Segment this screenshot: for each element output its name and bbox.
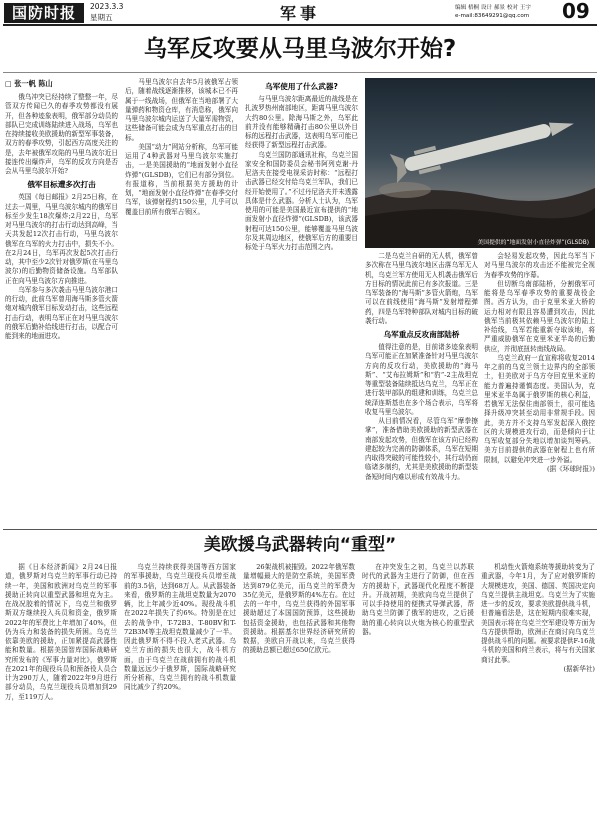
article1-paragraph: 美国“动力”网站分析称，乌军可能运用了4种武器对马里乌波尔实施打击，一是美国援助的“地面发射小直径炸弹”(GLSDB)，它们已有部分到位。有报道称，当前根据美方援助的计划，“地面发射小直径炸弹”在春季交付乌军，该弹射程约150公里，几乎可以覆盖目前所有俄军占领区。 [125, 142, 238, 216]
article1-col1 [5, 78, 118, 525]
article1-paragraph: 乌克兰政府一直宣称将收复2014年之前的乌克兰领土边界内的全部领土，但美欧对于乌方夺回克里米亚的能力普遍持谨慎态度。美国认为，克里米亚半岛属于俄罗斯的核心利益，若俄军无法保住南部领土，很可能选择升级冲突甚至动用非常规手段。因此，美方并不支持乌军发起深入俄控区的大规模进攻行动，而是倾向于让乌军收复部分失地以增加谈判筹码。美方目前提供的武器在射程上也有所限制，以避免冲突进一步外溢。 [484, 353, 595, 464]
article1-paragraph: 二是乌克兰自研的无人机，俄军曾多次称在马里乌波尔地区击落乌军无人机，乌克兰军方使用无人机袭击俄军后方目标的情况此前已有多次报道。三是乌军装备的“海马斯”多管火箭炮，乌军可以在前线使用“海马斯”发射增程弹药，四是乌军特种部队对城内目标的破袭行动。 [365, 252, 478, 325]
article1-paragraph: 与马里乌波尔距离最近的战线是在扎波罗热州南部地区，距离马里乌波尔大约80公里。除海马斯之外，乌军此前并没有能够精确打击80公里以外目标的远程打击武器，这表明乌军可能已经获得了新型远程打击武器。 [245, 95, 358, 150]
article1-headline: 乌军反攻要从马里乌波尔开始? [143, 36, 457, 62]
article1-paragraph: 马里乌波尔自去年5月被俄军占领后，随着战线逐渐推移，该城本已不再属于一线战场，但俄军在当地部署了大量弹药和物资仓库，有消息称，俄军向马里乌波尔城内运送了大量军需物资，这些储备可能会成为乌军重点打击的目标。 [125, 78, 238, 142]
article2-paragraph: 乌克兰持续获得美国等西方国家的军事援助，乌克兰现役兵员增至战前的3.5倍，达到68万人。从武器装备来看，俄罗斯的主战坦克数量为2070辆，比上年减少近40%。现役战斗机在2022年损失了约6%。特别是在过去的战争中，T-72B3、T-80BV和T-72B3M等主战坦克数量减少了一半。因此俄罗斯不得不投入老式武器。乌克兰方面的损失也很大，战斗机方面，由于乌克兰在战前拥有的战斗机数量远远少于俄罗斯，国际战略研究所分析称，乌克兰拥有的战斗机数量同比减少了约20%。 [124, 563, 236, 692]
article2-col5 [481, 563, 595, 824]
issue-weekday: 星期五 [90, 13, 113, 22]
article1-headline-rule [3, 72, 597, 73]
article1-source: (据《环球时报》) [546, 464, 595, 473]
article2-source: (据新华社) [563, 664, 595, 673]
article1-col5 [484, 252, 595, 525]
missile-illustration-icon [365, 78, 595, 248]
article1-paragraph: 值得注意的是，目前诸多迹象表明乌军可能正在加紧准备针对马里乌波尔方向的反攻行动，美欧援助的“海马斯”、“艾布拉姆斯”和“豹”-2主战坦克等重型装备陆续抵达乌克兰，乌军正在进行装甲部队的组建和训练，乌克兰总统泽连斯基也在多个场合表示，乌军将收复马里乌波尔。 [365, 343, 478, 416]
article2-paragraph: 机动性火箭炮系统等援助转变为了重武器，今年1月，为了应对俄罗斯的大规模进攻，美国、德国、英国决定向乌克兰提供主战坦克。乌克兰为了实施进一步的反攻，要求美欧提供战斗机，但普遍看法是，这在短期内很难实现，美国表示将在乌克兰空军建设等方面为乌方提供帮助，欧洲正在商讨向乌克兰提供战斗机的问题。被要求提供F-16战斗机的美国和荷兰表示，将与有关国家商讨此事。 [481, 563, 595, 664]
article1-subhead-weapons: 乌军使用了什么武器? [265, 82, 338, 91]
article2-paragraph: 26架战机被摧毁。2022年俄军数量增幅最大的是防空系统，美国军费达到879亿美元，而乌克兰的军费为35亿美元，是俄罗斯的4%左右。在过去的一年中，乌克兰获得的外国军事援助超过了本国国防预算，这些援助包括资金援助，也包括武器和其他物资援助。根据基尔世界经济研究所的数据，美欧自开战以来，乌克兰获得的援助总额已超过650亿欧元。 [243, 563, 355, 655]
editor-credits: 编辑 梧桐 设计 郝景 校对 王宇 [455, 5, 532, 11]
masthead-logo: 国防时报 [4, 3, 84, 23]
article1-paragraph: 英国《每日邮报》2月25日称，在过去一周里，马里乌波尔城内的俄军目标至少发生18次爆炸;2月22日，乌军对马里乌波尔的打击行动达到高峰，当天共发起12次打击行动，马里乌波尔俄军在乌军的火力打击中，损失不小。在2月24日，乌军再次发起5次打击行动，其中至少2次针对俄罗斯(在马里乌波尔)的后勤物资储备设施。乌军部队正在向马里乌波尔方向推进。 [5, 193, 118, 285]
masthead-rule [3, 24, 597, 26]
article1-col3 [245, 78, 358, 525]
article2-col3 [243, 563, 355, 824]
article1-col4 [365, 252, 478, 525]
article2-paragraph: 据《日本经济新闻》2月24日报道，俄罗斯对乌克兰的军事行动已持续一年，美国和欧洲对乌克兰的军事援助正转向以重型武器和坦克为主。在战况胶着的情况下，乌克兰和俄罗斯双方继续投入兵员和资金，俄罗斯2022年的军费比上年增加了40%，但仍为兵力和装备的损失所困。乌克兰依靠美欧的援助，正加紧提高武器性能和数量。根据美国智库国际战略研究所发布的《军事力量对比》，俄罗斯在2021年的现役兵员和预备役人员合计为290万人，随着2022年9月进行部分动员，乌克兰现役兵员增加到29万，至119万人。 [5, 563, 117, 701]
article1-col2 [125, 78, 238, 525]
section-title: 军事 [279, 4, 320, 23]
article1-paragraph: 但切断乌南部陆桥，分割俄军可能将是乌军春季攻势的重要战役企图。西方认为，由于克里米亚大桥的运力相对有限且容易遭到攻击，因此俄军当前极其依赖马里乌波尔的陆上补给线，乌军若能重新夺取该地，将严重威胁俄军在克里米亚半岛的后勤供应，并彻底扭转南线战局。 [484, 279, 595, 353]
article2-headline: 美欧援乌武器转向“重型” [203, 535, 397, 555]
article1-lead: 俄乌冲突已经持续了整整一年，尽管双方传闻已久的春季攻势都没有展开，但各种迹象表明，俄军部分动员的部队已完成训练陆续进入战场，乌军也在持续接收美欧援助的新型军事装备，双方的春季攻势，引起西方高度关注的是，去年被俄军攻陷的马里乌波尔近日接连传出爆炸声，乌军的反攻方向是否会从马里乌波尔开始? [5, 93, 118, 175]
article1-paragraph: 乌克兰国防部通讯社称，乌克兰国家安全和国防委员会秘书阿列克谢·丹尼洛夫在接受电视采访时称：“远程打击武器已经交付给乌克兰军队，我们已经开始使用了。”不过丹尼洛夫并未透露具体是什么武器。分析人士认为，乌军使用的可能是美国最近宣布提供的“地面发射小直径炸弹”(GLSDB)，该武器射程可达150公里，能够覆盖马里乌波尔及其周边地区，使俄军后方的重要目标处于乌军火力打击范围之内。 [245, 150, 358, 251]
article1-paragraph: 从目前情况看，尽管乌军“摩拳擦掌”，准备借助美欧援助的新型武器在南部发起攻势，但俄军在该方向已经构建起较为完善的防御体系，乌军在短期内取得突破的可能性较小，其行动仍面临诸多制约，尤其是美欧援助的新型装备短时间内难以形成有效战斗力。 [365, 417, 478, 481]
article1-subhead-targets: 俄军目标遭多次打击 [27, 180, 96, 190]
article1-paragraph: 会轻易发起攻势，因此乌军当下对马里乌波尔的攻击还不能被完全视为春季攻势的序幕。 [484, 252, 595, 279]
article1-paragraph: 乌军参与多次袭击马里乌波尔港口的行动，此前乌军曾用海马斯多管火箭炮对城内俄军目标发动打击，这些远程打击行动，表明乌军正在对马里乌波尔的俄军后勤补给线进行打击，以配合可能到来的地面进攻。 [5, 285, 118, 340]
article-divider [3, 529, 597, 530]
article1-byline: □ 张一帆 陈山 [5, 79, 53, 88]
issue-date: 2023.3.3 [90, 2, 124, 11]
article1-subhead-southern: 乌军重点反攻南部陆桥 [383, 330, 460, 339]
page-number: 09 [562, 0, 590, 23]
editor-email: e-mail:83649291@qq.com [455, 13, 530, 19]
article2-col1 [5, 563, 117, 824]
article2-paragraph: 在冲突发生之初，乌克兰以苏联时代的武器为主进行了防御，但在西方的援助下，武器现代化程度不断提升。开战初期，美欧向乌克兰提供了可以手持使用的便携式导弹武器，帮助乌克兰防御了俄军的进攻，之后援助的重心转向以火炮为核心的重型武器。 [362, 563, 474, 636]
article2-col2 [124, 563, 236, 824]
article2-col4 [362, 563, 474, 824]
photo-caption: 美国提供的“地面发射小直径炸弹”(GLSDB) [477, 240, 589, 246]
missile-photo [365, 78, 595, 248]
